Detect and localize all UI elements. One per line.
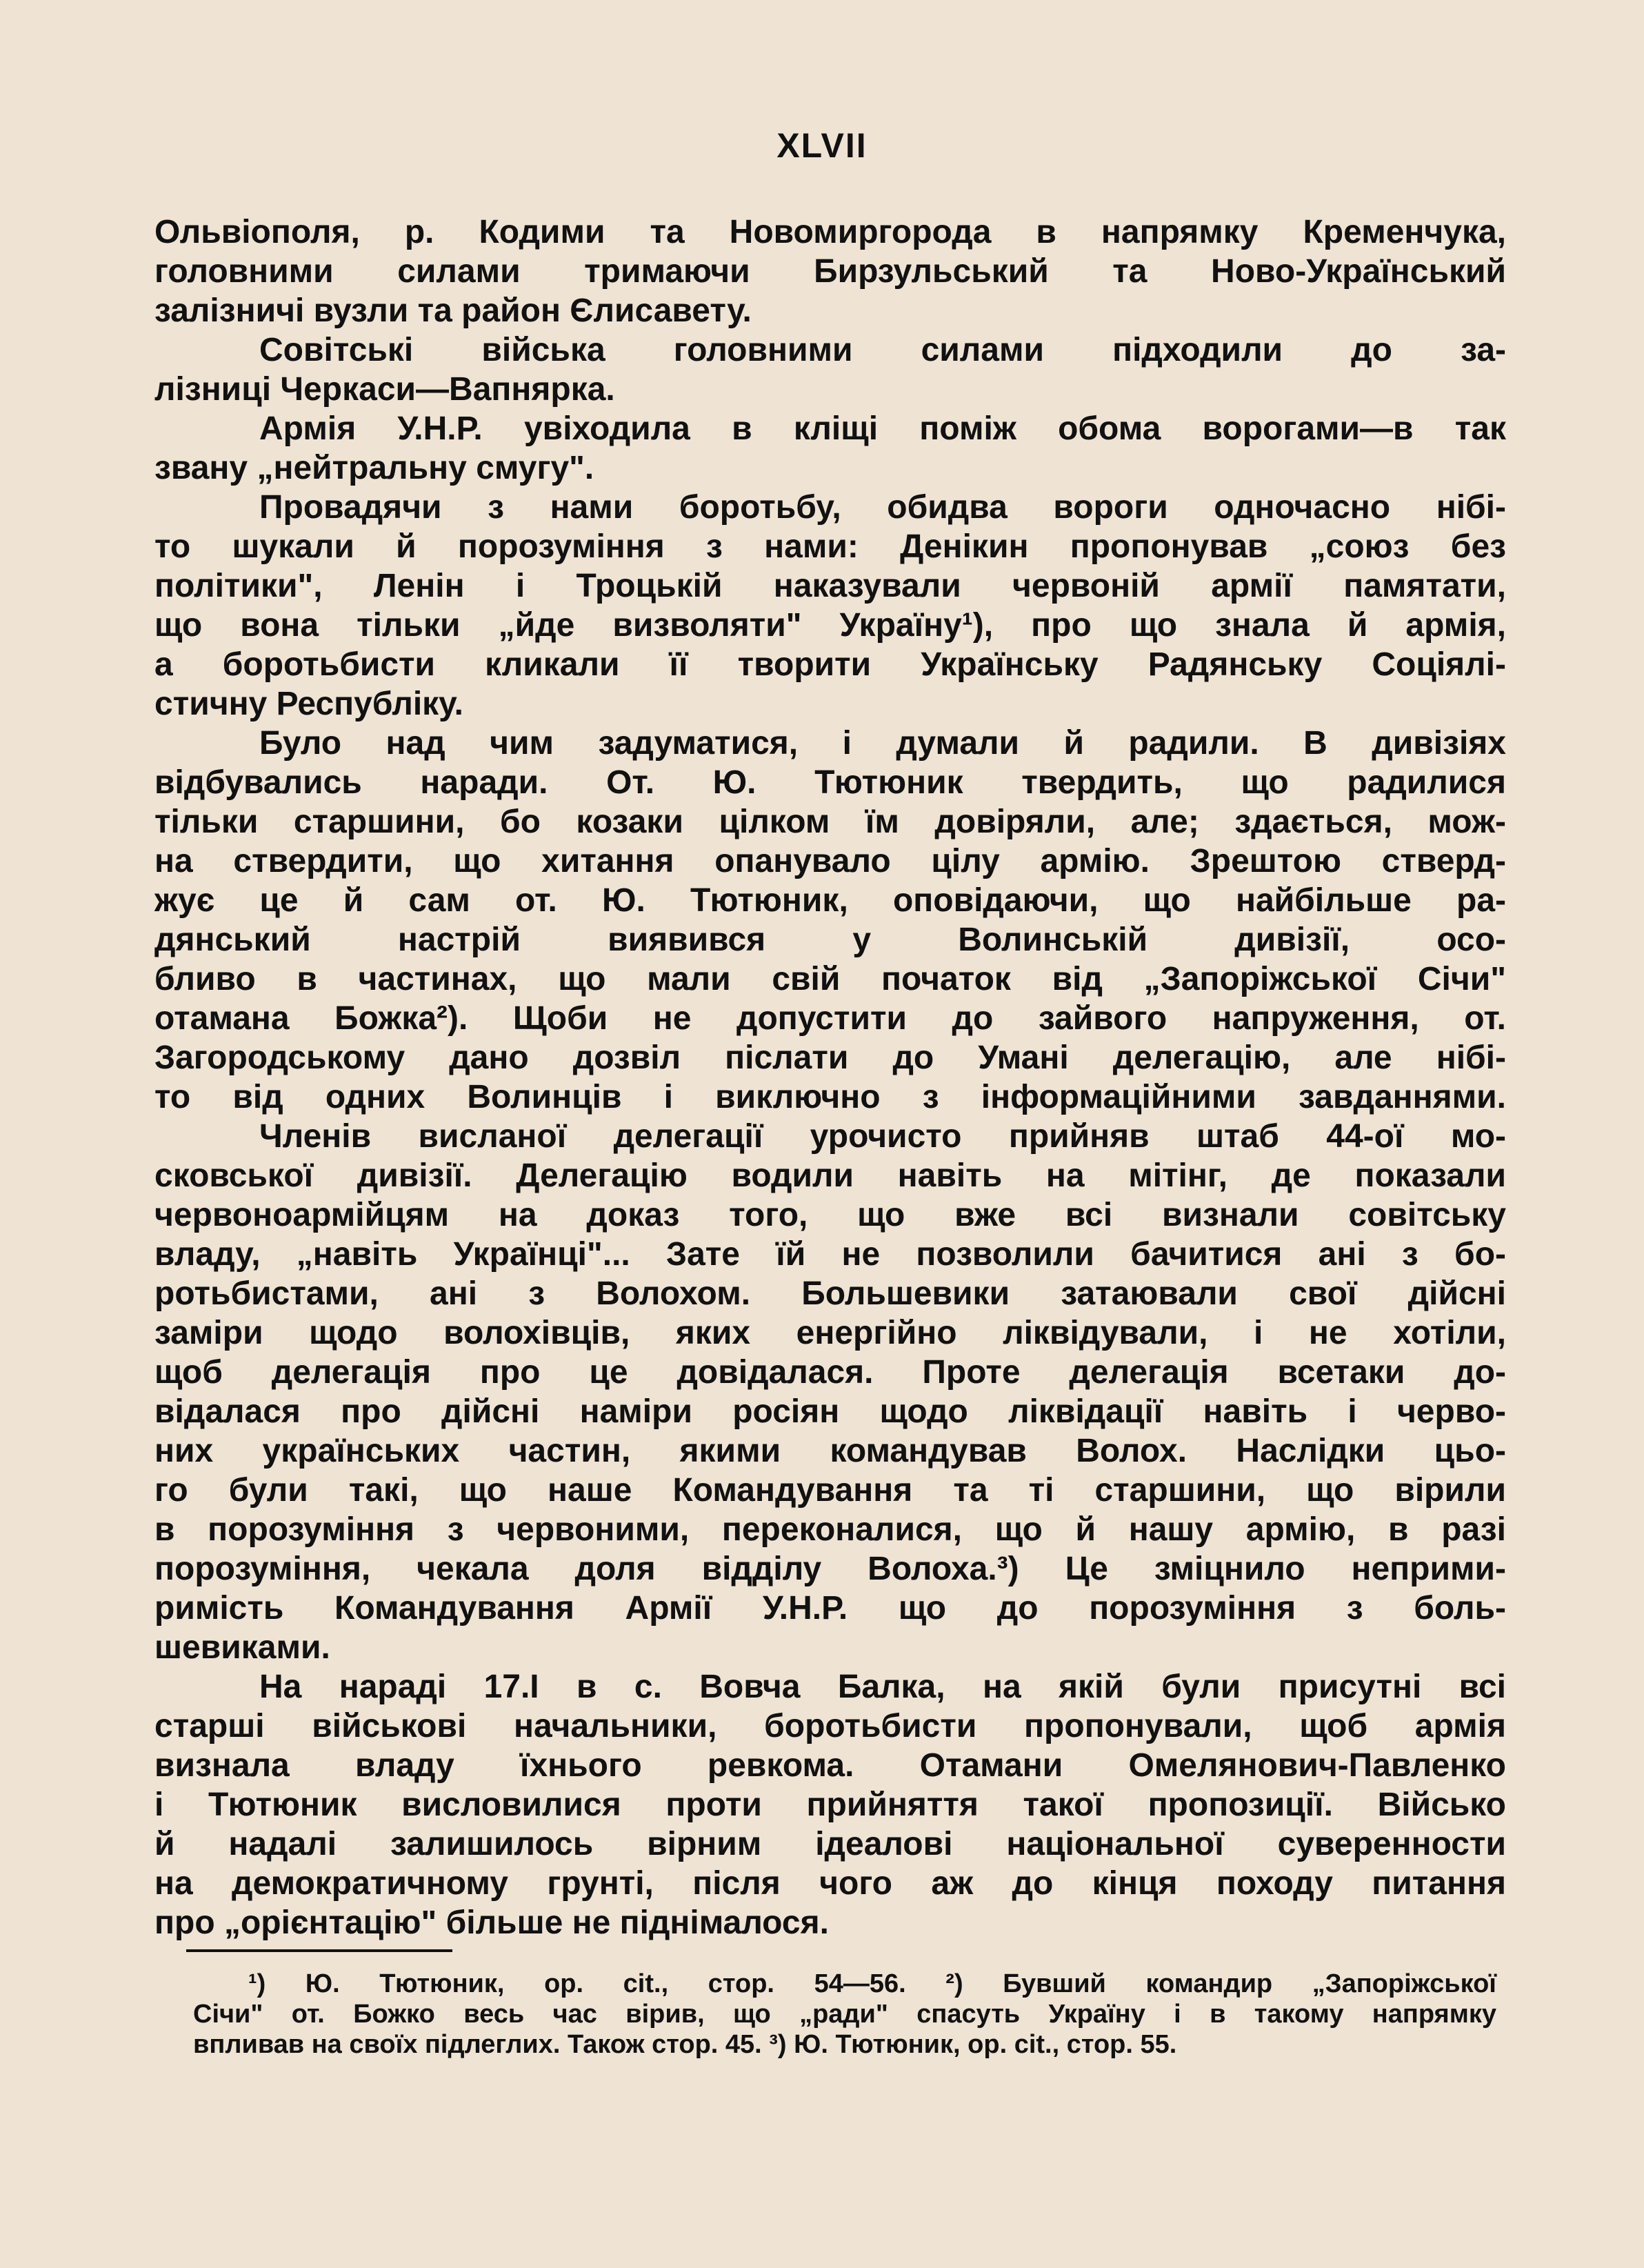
text-line: сковської дивізії. Делегацію водили навіть на мітінг, де показали [154, 1157, 1506, 1194]
text-line: порозуміння, чекала доля відділу Волоха.³) Це зміцнило неприми- [154, 1551, 1506, 1587]
text-line: Провадячи з нами боротьбу, обидва вороги одночасно нібі- [259, 489, 1506, 526]
page-number: XLVII [776, 126, 868, 165]
text-line: Совітські війська головними силами підходили до за- [259, 332, 1506, 368]
text-line: На нараді 17.І в с. Вовча Балка, на якій були присутні всі [259, 1669, 1506, 1705]
text-line: го були такі, що наше Командування та ті старшини, що вірили [154, 1472, 1506, 1509]
footnote-line: впливав на своїх підлеглих. Також стор. 45. ³) Ю. Тютюник, ор. cit., стор. 55. [193, 2030, 1177, 2059]
text-line: Ольвіополя, р. Кодими та Новомиргорода в напрямку Кременчука, [154, 214, 1506, 250]
text-line: Армія У.Н.Р. увіходила в кліщі поміж обома ворогами—в так [259, 410, 1506, 447]
text-line: римість Командування Армії У.Н.Р. що до порозуміння з боль- [154, 1590, 1506, 1627]
text-line: тільки старшини, бо козаки цілком їм довіряли, але; здається, мож- [154, 804, 1506, 840]
text-line: отамана Божка²). Щоби не допустити до зайвого напруження, от. [154, 1000, 1506, 1037]
text-line: лізниці Черкаси—Вапнярка. [154, 371, 615, 408]
text-line: Членів висланої делегації урочисто прийняв штаб 44-ої мо- [259, 1118, 1506, 1155]
body-text [154, 212, 1506, 1942]
text-line: стичну Республіку. [154, 686, 463, 722]
text-line: на демократичному грунті, після чого аж до кінця походу питання [154, 1865, 1506, 1902]
text-line: владу, „навіть Українці"... Зате їй не позволили бачитися ані з бо- [154, 1236, 1506, 1273]
text-line: старші військові начальники, боротьбисти пропонували, щоб армія [154, 1708, 1506, 1744]
text-line: й надалі залишилось вірним ідеалові національної суверенности [154, 1826, 1506, 1862]
text-line: відбувались наради. От. Ю. Тютюник твердить, що радилися [154, 764, 1506, 801]
text-line: дянський настрій виявився у Волинській дивізії, осо- [154, 922, 1506, 958]
text-line: Загородському дано дозвіл післати до Умані делегацію, але нібі- [154, 1040, 1506, 1076]
footnote-line: ¹) Ю. Тютюник, ор. cit., стор. 54—56. ²) Бувший командир „Запоріжської [248, 1969, 1496, 1998]
text-line: Було над чим задуматися, і думали й радили. В дивізіях [259, 725, 1506, 762]
text-line: політики", Ленін і Троцькій наказували червоній армії памятати, [154, 568, 1506, 604]
text-line: про „орієнтацію" більше не піднімалося. [154, 1904, 829, 1941]
text-line: головними силами тримаючи Бирзульський та Ново-Український [154, 253, 1506, 290]
footnote-line: Січи" от. Божко весь час вірив, що „ради" спасуть Україну і в такому напрямку [193, 2000, 1496, 2029]
text-line: звану „нейтральну смугу". [154, 450, 594, 486]
footnotes [193, 1969, 1496, 2060]
text-line: них українських частин, якими командував Волох. Наслідки цьо- [154, 1433, 1506, 1469]
text-line: шевиками. [154, 1629, 330, 1666]
text-line: залізничі вузли та район Єлисавету. [154, 292, 752, 329]
text-line: заміри щодо волохівців, яких енергійно ліквідували, і не хотіли, [154, 1315, 1506, 1351]
text-line: червоноармійцям на доказ того, що вже всі визнали совітську [154, 1197, 1506, 1233]
text-line: і Тютюник висловилися проти прийняття такої пропозиції. Військо [154, 1787, 1506, 1823]
text-line: то від одних Волинців і виключно з інформаційними завданнями. [154, 1079, 1506, 1115]
text-line: ротьбистами, ані з Волохом. Большевики затаювали свої дійсні [154, 1275, 1506, 1312]
text-line: відалася про дійсні наміри росіян щодо ліквідації навіть і черво- [154, 1393, 1506, 1430]
text-line: визнала владу їхнього ревкома. Отамани Омелянович-Павленко [154, 1747, 1506, 1784]
text-line: що вона тільки „йде визволяти" Україну¹), про що знала й армія, [154, 607, 1506, 644]
text-line: то шукали й порозуміння з нами: Денікин пропонував „союз без [154, 528, 1506, 565]
text-line: на ствердити, що хитання опанувало цілу армію. Зрештою стверд- [154, 843, 1506, 879]
text-line: а боротьбисти кликали її творити Українську Радянську Соціялі- [154, 646, 1506, 683]
text-line: бливо в частинах, що мали свій початок від „Запоріжської Січи" [154, 961, 1506, 997]
footnote-divider [186, 1949, 452, 1952]
text-line: в порозуміння з червоними, переконалися, що й нашу армію, в разі [154, 1511, 1506, 1548]
text-line: щоб делегація про це довідалася. Проте делегація всетаки до- [154, 1354, 1506, 1391]
text-line: жує це й сам от. Ю. Тютюник, оповідаючи, що найбільше ра- [154, 882, 1506, 919]
